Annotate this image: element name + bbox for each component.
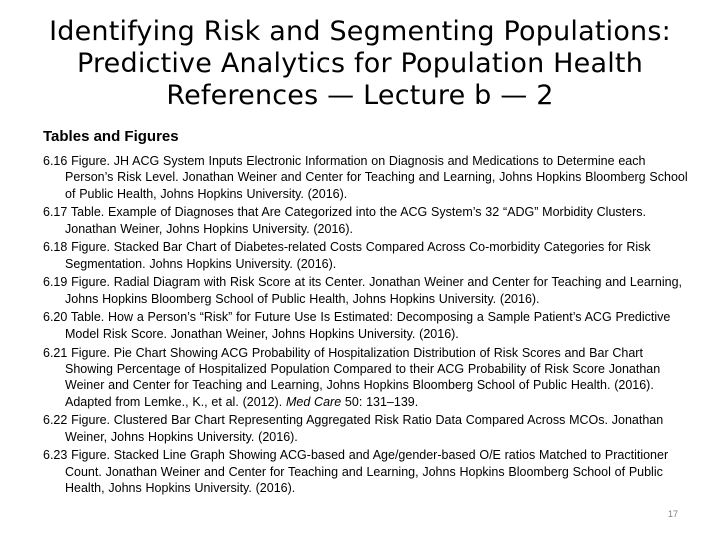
- reference-text: Table. How a Person’s “Risk” for Future Use Is Estimated: Decomposing a Sample Patient’s ACG Predictive Model Risk Score. Jonathan Weiner, Johns Hopkins University. (2016).: [65, 310, 671, 341]
- reference-text: Figure. Pie Chart Showing ACG Probability of Hospitalization Distribution of Risk Scores and Bar Chart Showing Percentage of Hospitalized Population Compared to their ACG Probability of Risk Score Jonathan Weiner and Center for Teaching and Learning, Johns Hopkins Bloomberg School of Public Health. (2016). Adapted from Lemke., K., et al. (2012).: [65, 345, 661, 409]
- reference-item: [43, 412, 693, 445]
- reference-number: 6.21: [43, 345, 68, 360]
- reference-text: Figure. Radial Diagram with Risk Score at its Center. Jonathan Weiner and Center for Teaching and Learning, Johns Hopkins Bloomberg School of Public Health, Johns Hopkins University. (2016).: [65, 275, 683, 306]
- reference-item: [43, 447, 693, 496]
- reference-number: 6.23: [43, 448, 68, 463]
- reference-number: 6.22: [43, 413, 68, 428]
- slide-content: [43, 128, 693, 499]
- slide-title: [20, 16, 700, 112]
- slide-title-line: References — Lecture b — 2: [166, 80, 554, 111]
- slide-title-line: Identifying Risk and Segmenting Populations:: [49, 16, 671, 47]
- reference-text: Figure. JH ACG System Inputs Electronic Information on Diagnosis and Medications to Determine each Person’s Risk Level. Jonathan Weiner and Center for Teaching and Learning, Johns Hopkins Bloomberg School of Public Health, Johns Hopkins University. (2016).: [65, 154, 688, 201]
- reference-journal: Med Care: [285, 394, 342, 409]
- reference-number: 6.17: [43, 205, 68, 220]
- slide-title-line: Predictive Analytics for Population Health: [76, 48, 644, 79]
- reference-text: Table. Example of Diagnoses that Are Categorized into the ACG System’s 32 “ADG” Morbidity Clusters. Jonathan Weiner, Johns Hopkins University. (2016).: [65, 205, 646, 236]
- reference-number: 6.19: [43, 275, 68, 290]
- reference-text: Figure. Clustered Bar Chart Representing Aggregated Risk Ratio Data Compared Across MCOs. Jonathan Weiner, Johns Hopkins University. (2016).: [65, 413, 664, 444]
- reference-item: [43, 239, 693, 272]
- reference-item: [43, 153, 693, 202]
- reference-item: [43, 309, 693, 342]
- reference-number: 6.20: [43, 310, 68, 325]
- reference-item: [43, 204, 693, 237]
- reference-list: [43, 153, 693, 496]
- reference-item: [43, 345, 693, 410]
- reference-number: 6.18: [43, 240, 68, 255]
- section-heading: Tables and Figures: [43, 128, 179, 145]
- reference-number: 6.16: [43, 154, 68, 168]
- reference-item: [43, 274, 693, 307]
- reference-text-tail: 50: 131–139.: [341, 394, 419, 409]
- reference-text: Figure. Stacked Bar Chart of Diabetes-related Costs Compared Across Co-morbidity Categories for Risk Segmentation. Johns Hopkins University. (2016).: [65, 240, 651, 271]
- reference-text: Figure. Stacked Line Graph Showing ACG-based and Age/gender-based O/E ratios Matched to Practitioner Count. Jonathan Weiner and Center for Teaching and Learning, Johns Hopkins Bloomberg School of Public Health, Johns Hopkins University. (2016).: [65, 448, 669, 495]
- page-number: 17: [667, 509, 678, 519]
